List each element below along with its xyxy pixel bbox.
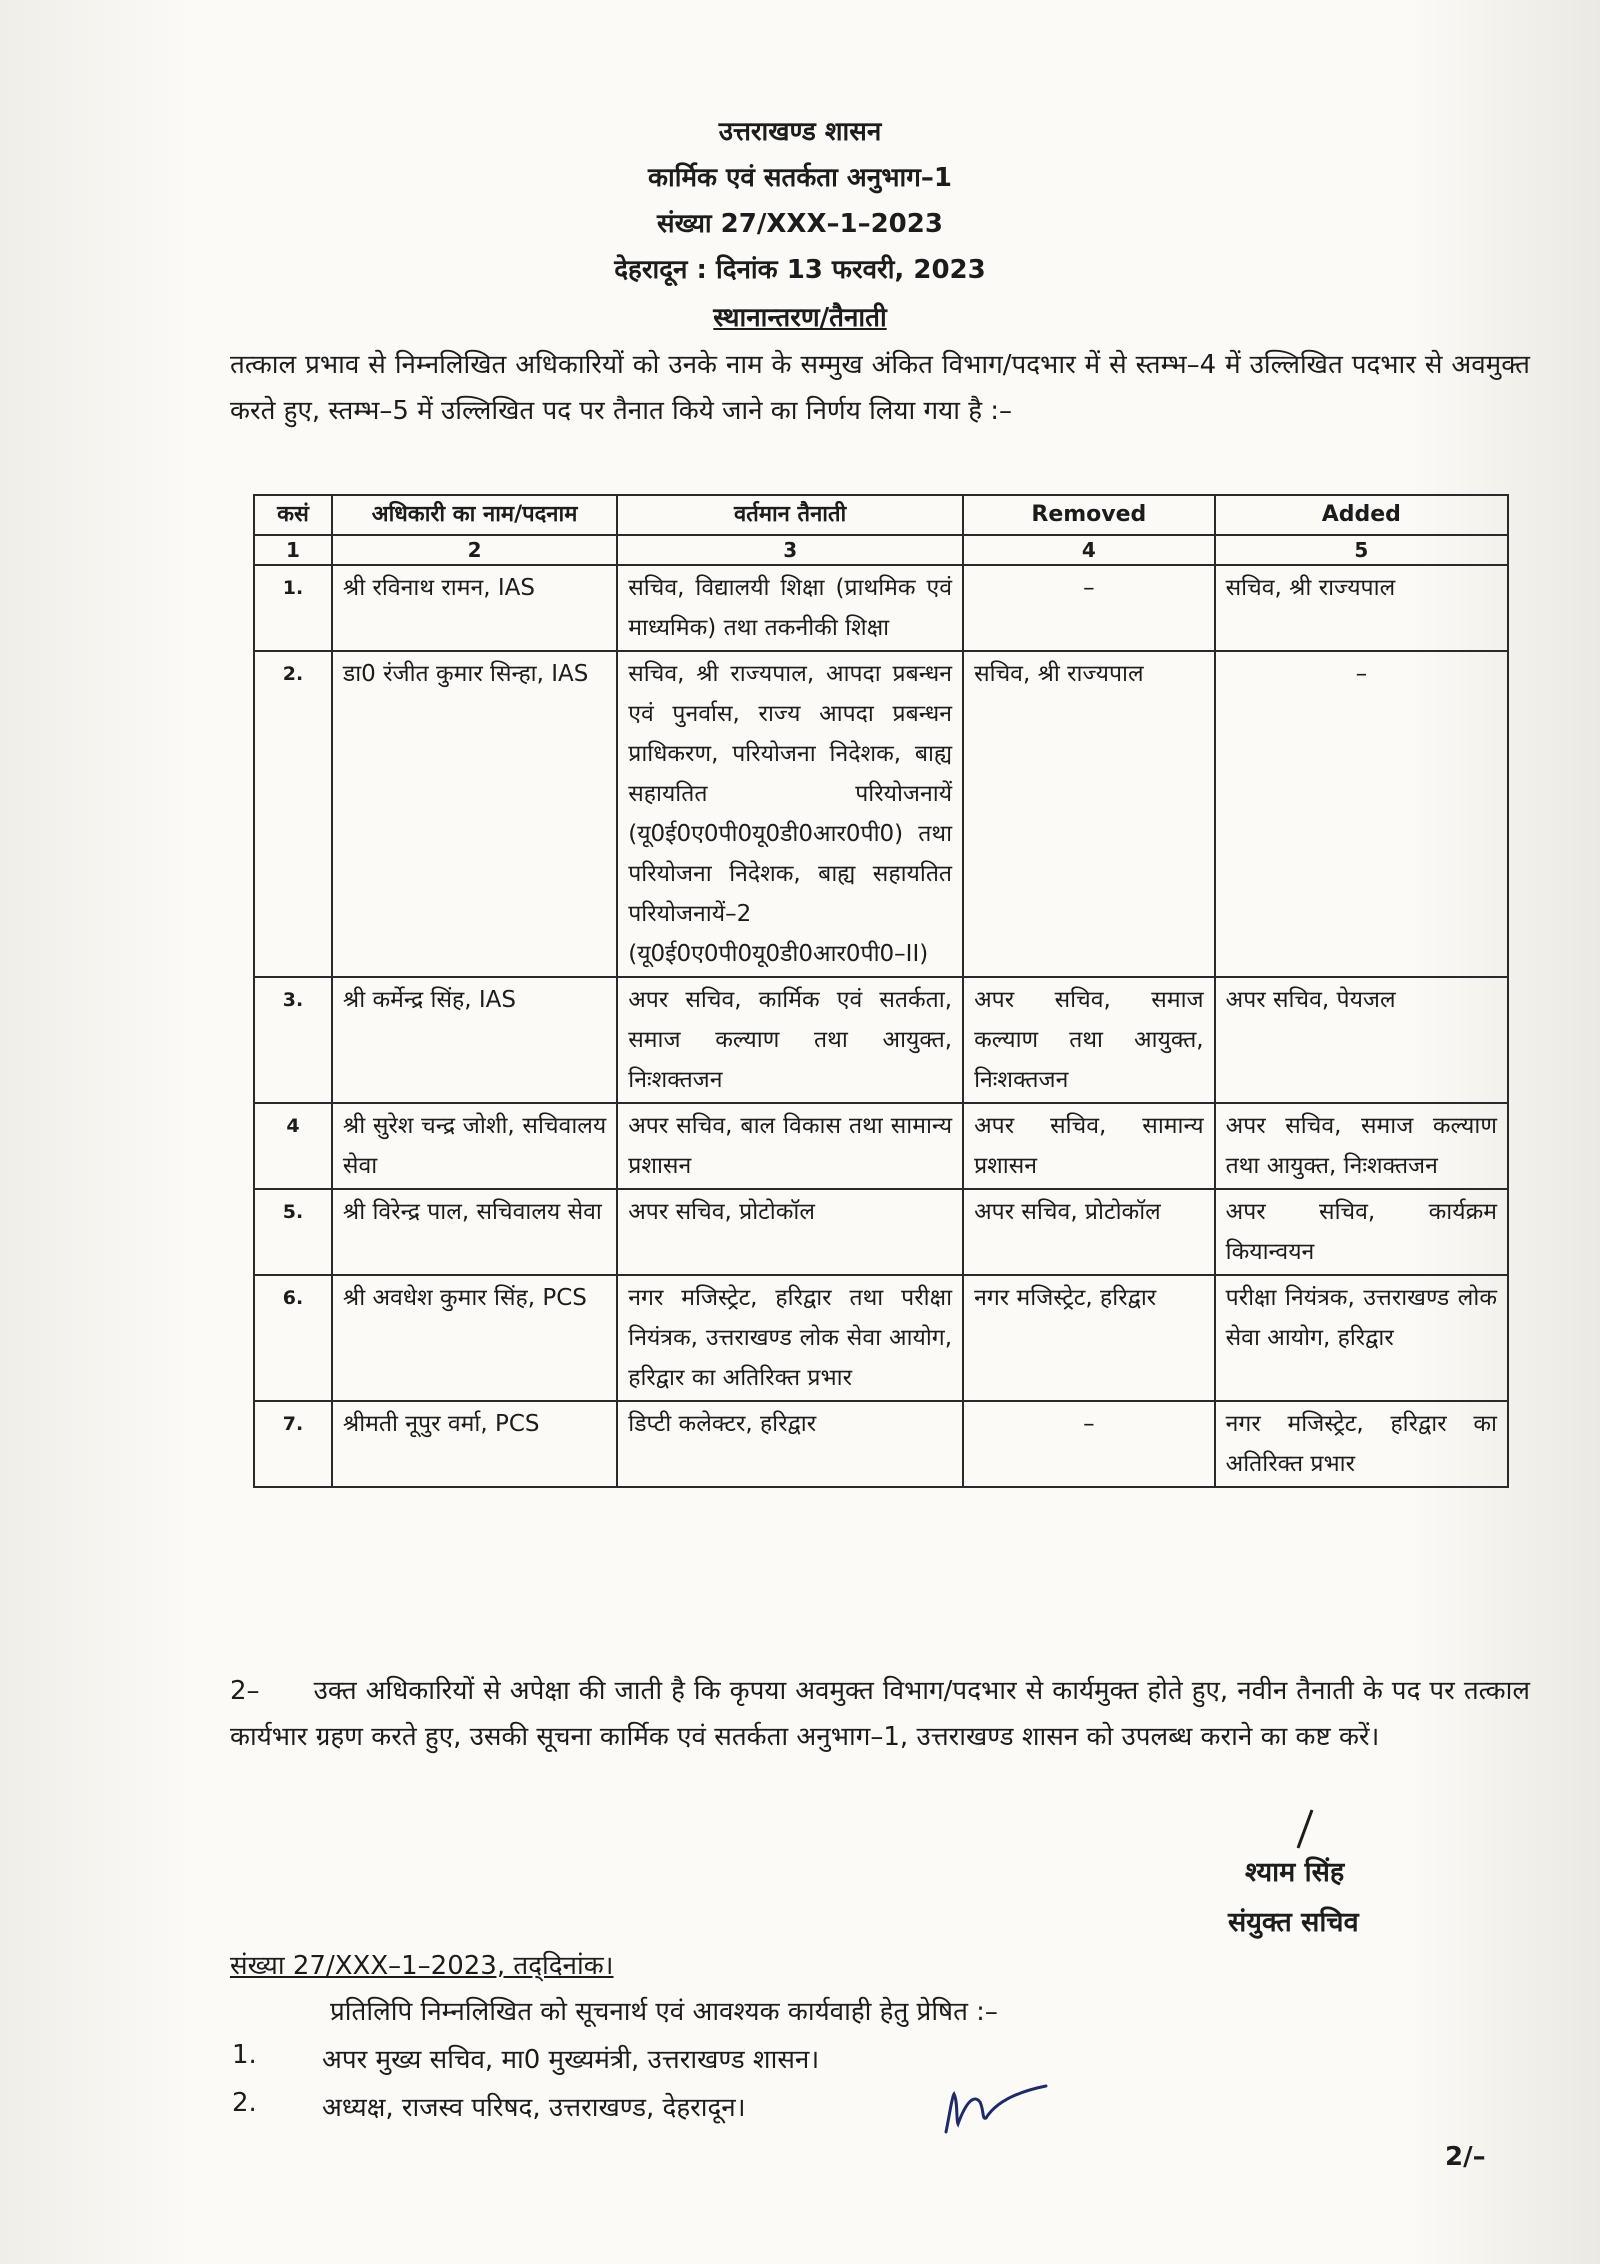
added-charge: सचिव, श्री राज्यपाल xyxy=(1215,565,1508,651)
officer-name: डा0 रंजीत कुमार सिन्हा, IAS xyxy=(332,651,617,977)
removed-charge: अपर सचिव, प्रोटोकॉल xyxy=(963,1189,1215,1275)
signature-mark xyxy=(1290,1806,1320,1856)
current-posting: अपर सचिव, प्रोटोकॉल xyxy=(617,1189,963,1275)
serial-no: 7. xyxy=(254,1401,332,1487)
added-charge: अपर सचिव, कार्यक्रम कियान्वयन xyxy=(1215,1189,1508,1275)
serial-no: 5. xyxy=(254,1189,332,1275)
header-officer: अधिकारी का नाम/पदनाम xyxy=(332,495,617,535)
department-title: कार्मिक एवं सतर्कता अनुभाग–1 xyxy=(648,163,952,193)
table-row xyxy=(254,651,1508,977)
copy-intro: प्रतिलिपि निम्नलिखित को सूचनार्थ एवं आवश्यक कार्यवाही हेतु प्रेषित :– xyxy=(330,1997,998,2027)
header-sno: कसं xyxy=(254,495,332,535)
copy-list-number: 2. xyxy=(232,2088,257,2118)
col-number: 1 xyxy=(254,535,332,565)
current-posting: डिप्टी कलेक्टर, हरिद्वार xyxy=(617,1401,963,1487)
officer-name: श्री सुरेश चन्द्र जोशी, सचिवालय सेवा xyxy=(332,1103,617,1189)
header-current: वर्तमान तैनाती xyxy=(617,495,963,535)
page-continuation: 2/– xyxy=(1445,2142,1486,2172)
column-number-row xyxy=(254,535,1508,565)
removed-charge: – xyxy=(963,1401,1215,1487)
copy-reference xyxy=(230,1946,614,1982)
table-row xyxy=(254,977,1508,1103)
removed-charge: नगर मजिस्ट्रेट, हरिद्वार xyxy=(963,1275,1215,1401)
current-posting: अपर सचिव, कार्मिक एवं सतर्कता, समाज कल्याण तथा आयुक्त, निःशक्तजन xyxy=(617,977,963,1103)
col-number: 3 xyxy=(617,535,963,565)
govt-title: उत्तराखण्ड शासन xyxy=(718,117,882,147)
table-row xyxy=(254,1275,1508,1401)
added-charge: परीक्षा नियंत्रक, उत्तराखण्ड लोक सेवा आयोग, हरिद्वार xyxy=(1215,1275,1508,1401)
handwritten-initials xyxy=(936,2072,1056,2142)
signatory-designation: संयुक्त सचिव xyxy=(1228,1907,1359,1938)
officer-name: श्री अवधेश कुमार सिंह, PCS xyxy=(332,1275,617,1401)
copy-list-item: अध्यक्ष, राजस्व परिषद, उत्तराखण्ड, देहरादून। xyxy=(322,2093,746,2123)
table-row xyxy=(254,565,1508,651)
officer-name: श्री रविनाथ रामन, IAS xyxy=(332,565,617,651)
serial-no: 1. xyxy=(254,565,332,651)
place-date: देहरादून : दिनांक 13 फरवरी, 2023 xyxy=(614,255,986,285)
table-header-row xyxy=(254,495,1508,535)
col-number: 5 xyxy=(1215,535,1508,565)
table-row xyxy=(254,1189,1508,1275)
header-added: Added xyxy=(1215,495,1508,535)
transfer-table xyxy=(253,494,1509,1488)
serial-no: 4 xyxy=(254,1103,332,1189)
serial-no: 2. xyxy=(254,651,332,977)
added-charge: नगर मजिस्ट्रेट, हरिद्वार का अतिरिक्त प्रभार xyxy=(1215,1401,1508,1487)
subject-title: स्थानान्तरण/तैनाती xyxy=(713,303,887,333)
added-charge: अपर सचिव, पेयजल xyxy=(1215,977,1508,1103)
added-charge: – xyxy=(1215,651,1508,977)
removed-charge: अपर सचिव, समाज कल्याण तथा आयुक्त, निःशक्तजन xyxy=(963,977,1215,1103)
officer-name: श्री विरेन्द्र पाल, सचिवालय सेवा xyxy=(332,1189,617,1275)
current-posting: नगर मजिस्ट्रेट, हरिद्वार तथा परीक्षा नियंत्रक, उत्तराखण्ड लोक सेवा आयोग, हरिद्वार का अतिरिक्त प्रभार xyxy=(617,1275,963,1401)
copy-list-number: 1. xyxy=(232,2040,257,2070)
serial-no: 3. xyxy=(254,977,332,1103)
current-posting: सचिव, विद्यालयी शिक्षा (प्राथमिक एवं माध्यमिक) तथा तकनीकी शिक्षा xyxy=(617,565,963,651)
col-number: 2 xyxy=(332,535,617,565)
signatory-name: श्याम सिंह xyxy=(1245,1857,1345,1888)
current-posting: अपर सचिव, बाल विकास तथा सामान्य प्रशासन xyxy=(617,1103,963,1189)
col-number: 4 xyxy=(963,535,1215,565)
intro-paragraph: तत्काल प्रभाव से निम्नलिखित अधिकारियों को उनके नाम के सम्मुख अंकित विभाग/पदभार में से स्तम्भ–4 में उल्लिखित पदभार से अवमुक्त करते हुए, स्तम्भ–5 में उल्लिखित पद पर तैनात किये जाने का निर्णय लिया गया है :– xyxy=(230,350,1530,426)
officer-name: श्रीमती नूपुर वर्मा, PCS xyxy=(332,1401,617,1487)
removed-charge: अपर सचिव, सामान्य प्रशासन xyxy=(963,1103,1215,1189)
added-charge: अपर सचिव, समाज कल्याण तथा आयुक्त, निःशक्तजन xyxy=(1215,1103,1508,1189)
subject-wrap xyxy=(0,298,1600,334)
serial-no: 6. xyxy=(254,1275,332,1401)
table-row xyxy=(254,1103,1508,1189)
officer-name: श्री कर्मेन्द्र सिंह, IAS xyxy=(332,977,617,1103)
copy-number: संख्या 27/XXX–1–2023, तद्‌दिनांक। xyxy=(230,1951,614,1981)
order-number: संख्या 27/XXX–1–2023 xyxy=(657,209,943,239)
copy-list-item: अपर मुख्य सचिव, मा0 मुख्यमंत्री, उत्तराखण्ड शासन। xyxy=(322,2045,820,2075)
header-removed: Removed xyxy=(963,495,1215,535)
removed-charge: सचिव, श्री राज्यपाल xyxy=(963,651,1215,977)
table-row xyxy=(254,1401,1508,1487)
removed-charge: – xyxy=(963,565,1215,651)
instruction-paragraph: 2– उक्त अधिकारियों से अपेक्षा की जाती है कि कृपया अवमुक्त विभाग/पदभार से कार्यमुक्त होते हुए, नवीन तैनाती के पद पर तत्काल कार्यभार ग्रहण करते हुए, उसकी सूचना कार्मिक एवं सतर्कता अनुभाग–1, उत्तराखण्ड शासन को उपलब्ध कराने का कष्ट करें। xyxy=(230,1676,1539,1752)
current-posting: सचिव, श्री राज्यपाल, आपदा प्रबन्धन एवं पुनर्वास, राज्य आपदा प्रबन्धन प्राधिकरण, परियोजना निदेशक, बाह्य सहायतित परियोजनायें (यू0ई0ए0पी0यू0डी0आर0पी0) तथा परियोजना निदेशक, बाह्य सहायतित परियोजनायें–2 (यू0ई0ए0पी0यू0डी0आर0पी0–II) xyxy=(617,651,963,977)
